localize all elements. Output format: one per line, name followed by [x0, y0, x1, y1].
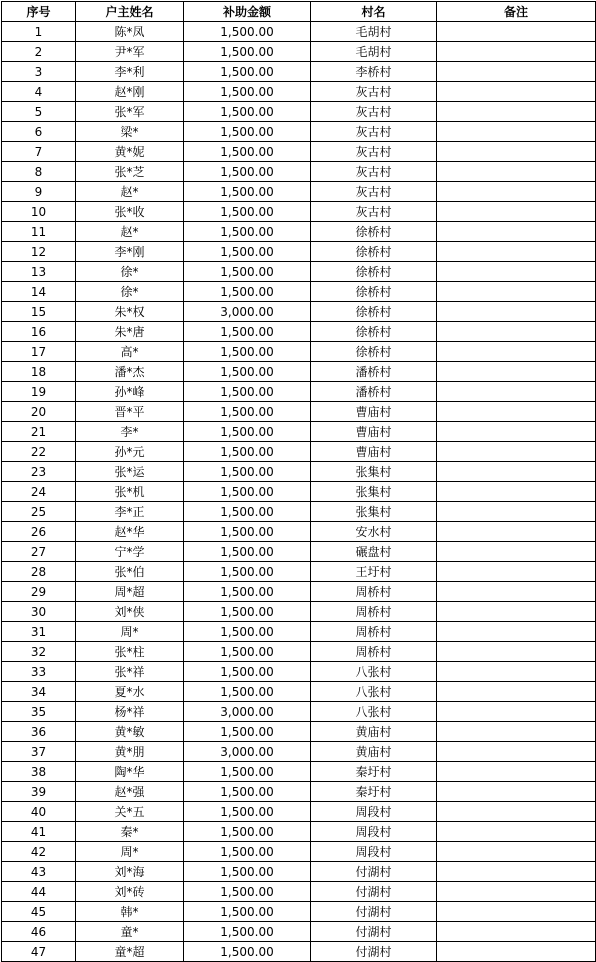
cell-serial-number: 38	[2, 762, 76, 782]
cell-serial-number: 3	[2, 62, 76, 82]
cell-subsidy-amount: 1,500.00	[184, 822, 311, 842]
cell-remarks	[437, 402, 596, 422]
table-row	[2, 262, 596, 282]
table-row	[2, 502, 596, 522]
cell-subsidy-amount: 1,500.00	[184, 782, 311, 802]
cell-remarks	[437, 62, 596, 82]
table-row	[2, 782, 596, 802]
cell-subsidy-amount: 1,500.00	[184, 242, 311, 262]
table-row	[2, 102, 596, 122]
cell-householder-name: 张*柱	[76, 642, 184, 662]
cell-village-name: 徐桥村	[311, 262, 437, 282]
table-row	[2, 942, 596, 962]
table-row	[2, 522, 596, 542]
cell-householder-name: 张*收	[76, 202, 184, 222]
cell-remarks	[437, 122, 596, 142]
table-row	[2, 802, 596, 822]
table-row	[2, 902, 596, 922]
cell-householder-name: 张*军	[76, 102, 184, 122]
table-row	[2, 62, 596, 82]
cell-serial-number: 45	[2, 902, 76, 922]
cell-remarks	[437, 282, 596, 302]
cell-serial-number: 43	[2, 862, 76, 882]
table-row	[2, 722, 596, 742]
cell-householder-name: 孙*峰	[76, 382, 184, 402]
cell-householder-name: 周*超	[76, 582, 184, 602]
cell-householder-name: 朱*权	[76, 302, 184, 322]
cell-village-name: 张集村	[311, 462, 437, 482]
cell-serial-number: 14	[2, 282, 76, 302]
cell-remarks	[437, 682, 596, 702]
cell-remarks	[437, 22, 596, 42]
cell-subsidy-amount: 1,500.00	[184, 522, 311, 542]
table-row	[2, 282, 596, 302]
cell-village-name: 曹庙村	[311, 402, 437, 422]
table-row	[2, 222, 596, 242]
cell-householder-name: 张*祥	[76, 662, 184, 682]
cell-subsidy-amount: 1,500.00	[184, 342, 311, 362]
cell-serial-number: 8	[2, 162, 76, 182]
cell-remarks	[437, 302, 596, 322]
cell-subsidy-amount: 1,500.00	[184, 942, 311, 962]
table-row	[2, 42, 596, 62]
cell-remarks	[437, 542, 596, 562]
table-row	[2, 562, 596, 582]
cell-serial-number: 5	[2, 102, 76, 122]
cell-remarks	[437, 802, 596, 822]
table-row	[2, 402, 596, 422]
cell-remarks	[437, 342, 596, 362]
table-row	[2, 822, 596, 842]
cell-subsidy-amount: 1,500.00	[184, 122, 311, 142]
cell-serial-number: 40	[2, 802, 76, 822]
cell-serial-number: 33	[2, 662, 76, 682]
cell-village-name: 周桥村	[311, 642, 437, 662]
cell-subsidy-amount: 1,500.00	[184, 322, 311, 342]
header-village-name: 村名	[311, 2, 437, 22]
cell-village-name: 黄庙村	[311, 722, 437, 742]
cell-subsidy-amount: 1,500.00	[184, 42, 311, 62]
table-row	[2, 662, 596, 682]
cell-village-name: 灰古村	[311, 142, 437, 162]
cell-serial-number: 17	[2, 342, 76, 362]
cell-subsidy-amount: 1,500.00	[184, 642, 311, 662]
cell-subsidy-amount: 1,500.00	[184, 582, 311, 602]
cell-serial-number: 21	[2, 422, 76, 442]
cell-householder-name: 晋*平	[76, 402, 184, 422]
cell-serial-number: 1	[2, 22, 76, 42]
cell-village-name: 付湖村	[311, 942, 437, 962]
cell-subsidy-amount: 1,500.00	[184, 562, 311, 582]
cell-village-name: 秦圩村	[311, 782, 437, 802]
cell-village-name: 付湖村	[311, 882, 437, 902]
cell-subsidy-amount: 1,500.00	[184, 602, 311, 622]
cell-subsidy-amount: 3,000.00	[184, 742, 311, 762]
cell-remarks	[437, 102, 596, 122]
cell-subsidy-amount: 1,500.00	[184, 622, 311, 642]
table-row	[2, 922, 596, 942]
cell-remarks	[437, 322, 596, 342]
cell-householder-name: 关*五	[76, 802, 184, 822]
table-row	[2, 422, 596, 442]
cell-remarks	[437, 782, 596, 802]
cell-remarks	[437, 902, 596, 922]
cell-householder-name: 童*超	[76, 942, 184, 962]
cell-remarks	[437, 822, 596, 842]
cell-village-name: 周桥村	[311, 622, 437, 642]
cell-serial-number: 35	[2, 702, 76, 722]
cell-householder-name: 高*	[76, 342, 184, 362]
cell-subsidy-amount: 1,500.00	[184, 222, 311, 242]
cell-subsidy-amount: 1,500.00	[184, 442, 311, 462]
cell-subsidy-amount: 1,500.00	[184, 262, 311, 282]
header-remarks: 备注	[437, 2, 596, 22]
table-row	[2, 582, 596, 602]
cell-village-name: 毛胡村	[311, 22, 437, 42]
table-row	[2, 182, 596, 202]
cell-village-name: 付湖村	[311, 922, 437, 942]
cell-subsidy-amount: 1,500.00	[184, 762, 311, 782]
cell-serial-number: 22	[2, 442, 76, 462]
cell-remarks	[437, 702, 596, 722]
cell-householder-name: 杨*祥	[76, 702, 184, 722]
cell-subsidy-amount: 3,000.00	[184, 302, 311, 322]
table-row	[2, 682, 596, 702]
table-row	[2, 642, 596, 662]
cell-householder-name: 朱*唐	[76, 322, 184, 342]
table-row	[2, 442, 596, 462]
cell-subsidy-amount: 1,500.00	[184, 922, 311, 942]
cell-village-name: 灰古村	[311, 102, 437, 122]
table-row	[2, 142, 596, 162]
cell-subsidy-amount: 1,500.00	[184, 802, 311, 822]
cell-serial-number: 30	[2, 602, 76, 622]
cell-remarks	[437, 142, 596, 162]
cell-remarks	[437, 42, 596, 62]
cell-village-name: 灰古村	[311, 162, 437, 182]
cell-village-name: 周桥村	[311, 582, 437, 602]
cell-householder-name: 李*利	[76, 62, 184, 82]
cell-householder-name: 张*芝	[76, 162, 184, 182]
cell-serial-number: 36	[2, 722, 76, 742]
cell-remarks	[437, 582, 596, 602]
cell-householder-name: 潘*杰	[76, 362, 184, 382]
cell-remarks	[437, 622, 596, 642]
cell-householder-name: 周*	[76, 622, 184, 642]
cell-householder-name: 赵*	[76, 182, 184, 202]
cell-householder-name: 秦*	[76, 822, 184, 842]
table-row	[2, 622, 596, 642]
cell-serial-number: 41	[2, 822, 76, 842]
cell-householder-name: 李*刚	[76, 242, 184, 262]
cell-remarks	[437, 82, 596, 102]
cell-householder-name: 赵*	[76, 222, 184, 242]
cell-subsidy-amount: 1,500.00	[184, 162, 311, 182]
cell-remarks	[437, 662, 596, 682]
cell-village-name: 黄庙村	[311, 742, 437, 762]
cell-serial-number: 34	[2, 682, 76, 702]
cell-serial-number: 16	[2, 322, 76, 342]
cell-subsidy-amount: 1,500.00	[184, 462, 311, 482]
table-row	[2, 462, 596, 482]
cell-remarks	[437, 362, 596, 382]
cell-householder-name: 周*	[76, 842, 184, 862]
cell-village-name: 徐桥村	[311, 342, 437, 362]
header-serial-number: 序号	[2, 2, 76, 22]
cell-householder-name: 童*	[76, 922, 184, 942]
cell-village-name: 徐桥村	[311, 302, 437, 322]
cell-subsidy-amount: 1,500.00	[184, 882, 311, 902]
cell-village-name: 王圩村	[311, 562, 437, 582]
cell-serial-number: 25	[2, 502, 76, 522]
cell-remarks	[437, 742, 596, 762]
cell-remarks	[437, 242, 596, 262]
cell-subsidy-amount: 1,500.00	[184, 682, 311, 702]
table-row	[2, 742, 596, 762]
cell-subsidy-amount: 1,500.00	[184, 502, 311, 522]
cell-village-name: 曹庙村	[311, 442, 437, 462]
cell-serial-number: 23	[2, 462, 76, 482]
cell-householder-name: 黄*妮	[76, 142, 184, 162]
cell-subsidy-amount: 1,500.00	[184, 22, 311, 42]
table-row	[2, 362, 596, 382]
cell-householder-name: 韩*	[76, 902, 184, 922]
cell-householder-name: 黄*朋	[76, 742, 184, 762]
cell-remarks	[437, 922, 596, 942]
table-row	[2, 322, 596, 342]
cell-village-name: 李桥村	[311, 62, 437, 82]
cell-householder-name: 赵*华	[76, 522, 184, 542]
table-row	[2, 202, 596, 222]
cell-remarks	[437, 562, 596, 582]
cell-remarks	[437, 422, 596, 442]
cell-village-name: 徐桥村	[311, 242, 437, 262]
cell-remarks	[437, 182, 596, 202]
cell-subsidy-amount: 1,500.00	[184, 82, 311, 102]
table-row	[2, 542, 596, 562]
cell-village-name: 八张村	[311, 662, 437, 682]
cell-householder-name: 宁*学	[76, 542, 184, 562]
cell-serial-number: 42	[2, 842, 76, 862]
cell-subsidy-amount: 1,500.00	[184, 422, 311, 442]
cell-householder-name: 李*	[76, 422, 184, 442]
cell-serial-number: 9	[2, 182, 76, 202]
cell-village-name: 八张村	[311, 702, 437, 722]
cell-subsidy-amount: 1,500.00	[184, 102, 311, 122]
cell-remarks	[437, 642, 596, 662]
cell-householder-name: 刘*砖	[76, 882, 184, 902]
cell-serial-number: 24	[2, 482, 76, 502]
cell-remarks	[437, 762, 596, 782]
table-row	[2, 882, 596, 902]
cell-subsidy-amount: 1,500.00	[184, 862, 311, 882]
cell-remarks	[437, 462, 596, 482]
cell-village-name: 潘桥村	[311, 362, 437, 382]
table-row	[2, 482, 596, 502]
header-row	[2, 2, 596, 22]
cell-householder-name: 陈*凤	[76, 22, 184, 42]
cell-householder-name: 夏*水	[76, 682, 184, 702]
cell-householder-name: 刘*侠	[76, 602, 184, 622]
table-row	[2, 842, 596, 862]
cell-subsidy-amount: 1,500.00	[184, 142, 311, 162]
cell-serial-number: 28	[2, 562, 76, 582]
cell-remarks	[437, 882, 596, 902]
subsidy-table	[1, 1, 596, 962]
cell-remarks	[437, 862, 596, 882]
cell-remarks	[437, 442, 596, 462]
cell-village-name: 八张村	[311, 682, 437, 702]
cell-village-name: 徐桥村	[311, 282, 437, 302]
cell-subsidy-amount: 1,500.00	[184, 902, 311, 922]
cell-subsidy-amount: 1,500.00	[184, 482, 311, 502]
cell-remarks	[437, 842, 596, 862]
cell-subsidy-amount: 1,500.00	[184, 542, 311, 562]
cell-serial-number: 32	[2, 642, 76, 662]
table-row	[2, 82, 596, 102]
cell-householder-name: 徐*	[76, 282, 184, 302]
cell-serial-number: 13	[2, 262, 76, 282]
cell-remarks	[437, 262, 596, 282]
cell-remarks	[437, 202, 596, 222]
cell-householder-name: 张*运	[76, 462, 184, 482]
header-householder-name: 户主姓名	[76, 2, 184, 22]
cell-serial-number: 2	[2, 42, 76, 62]
table-body	[2, 22, 596, 962]
cell-remarks	[437, 722, 596, 742]
cell-village-name: 付湖村	[311, 862, 437, 882]
cell-householder-name: 张*机	[76, 482, 184, 502]
cell-subsidy-amount: 1,500.00	[184, 662, 311, 682]
cell-householder-name: 徐*	[76, 262, 184, 282]
cell-subsidy-amount: 1,500.00	[184, 722, 311, 742]
cell-village-name: 潘桥村	[311, 382, 437, 402]
cell-remarks	[437, 602, 596, 622]
cell-village-name: 张集村	[311, 502, 437, 522]
cell-subsidy-amount: 1,500.00	[184, 62, 311, 82]
table-row	[2, 242, 596, 262]
cell-subsidy-amount: 1,500.00	[184, 402, 311, 422]
cell-serial-number: 20	[2, 402, 76, 422]
cell-remarks	[437, 482, 596, 502]
cell-remarks	[437, 162, 596, 182]
cell-remarks	[437, 522, 596, 542]
table-row	[2, 302, 596, 322]
cell-serial-number: 26	[2, 522, 76, 542]
cell-serial-number: 6	[2, 122, 76, 142]
cell-householder-name: 刘*海	[76, 862, 184, 882]
cell-subsidy-amount: 1,500.00	[184, 202, 311, 222]
cell-village-name: 周桥村	[311, 602, 437, 622]
cell-village-name: 付湖村	[311, 902, 437, 922]
cell-serial-number: 15	[2, 302, 76, 322]
table-row	[2, 702, 596, 722]
cell-serial-number: 19	[2, 382, 76, 402]
cell-householder-name: 李*正	[76, 502, 184, 522]
cell-village-name: 毛胡村	[311, 42, 437, 62]
cell-subsidy-amount: 1,500.00	[184, 842, 311, 862]
table-row	[2, 22, 596, 42]
cell-serial-number: 37	[2, 742, 76, 762]
cell-serial-number: 29	[2, 582, 76, 602]
table-row	[2, 602, 596, 622]
cell-householder-name: 陶*华	[76, 762, 184, 782]
cell-serial-number: 10	[2, 202, 76, 222]
cell-village-name: 秦圩村	[311, 762, 437, 782]
cell-village-name: 灰古村	[311, 202, 437, 222]
cell-householder-name: 黄*敏	[76, 722, 184, 742]
cell-serial-number: 4	[2, 82, 76, 102]
cell-remarks	[437, 502, 596, 522]
cell-remarks	[437, 382, 596, 402]
cell-serial-number: 46	[2, 922, 76, 942]
cell-serial-number: 12	[2, 242, 76, 262]
cell-householder-name: 尹*军	[76, 42, 184, 62]
cell-subsidy-amount: 3,000.00	[184, 702, 311, 722]
cell-serial-number: 47	[2, 942, 76, 962]
cell-village-name: 徐桥村	[311, 222, 437, 242]
cell-householder-name: 赵*刚	[76, 82, 184, 102]
cell-serial-number: 27	[2, 542, 76, 562]
cell-subsidy-amount: 1,500.00	[184, 182, 311, 202]
table-row	[2, 342, 596, 362]
table-row	[2, 862, 596, 882]
cell-village-name: 周段村	[311, 842, 437, 862]
cell-village-name: 安水村	[311, 522, 437, 542]
cell-householder-name: 赵*强	[76, 782, 184, 802]
cell-village-name: 曹庙村	[311, 422, 437, 442]
table-row	[2, 122, 596, 142]
cell-householder-name: 梁*	[76, 122, 184, 142]
cell-village-name: 徐桥村	[311, 322, 437, 342]
table-row	[2, 382, 596, 402]
cell-serial-number: 44	[2, 882, 76, 902]
cell-village-name: 周段村	[311, 822, 437, 842]
cell-serial-number: 7	[2, 142, 76, 162]
cell-subsidy-amount: 1,500.00	[184, 282, 311, 302]
cell-remarks	[437, 942, 596, 962]
cell-village-name: 灰古村	[311, 82, 437, 102]
cell-remarks	[437, 222, 596, 242]
cell-village-name: 灰古村	[311, 122, 437, 142]
cell-subsidy-amount: 1,500.00	[184, 362, 311, 382]
cell-householder-name: 张*伯	[76, 562, 184, 582]
table-row	[2, 762, 596, 782]
cell-serial-number: 11	[2, 222, 76, 242]
cell-village-name: 灰古村	[311, 182, 437, 202]
header-subsidy-amount: 补助金额	[184, 2, 311, 22]
table-row	[2, 162, 596, 182]
cell-householder-name: 孙*元	[76, 442, 184, 462]
cell-village-name: 周段村	[311, 802, 437, 822]
cell-serial-number: 18	[2, 362, 76, 382]
cell-village-name: 张集村	[311, 482, 437, 502]
cell-subsidy-amount: 1,500.00	[184, 382, 311, 402]
cell-serial-number: 31	[2, 622, 76, 642]
cell-serial-number: 39	[2, 782, 76, 802]
cell-village-name: 碾盘村	[311, 542, 437, 562]
